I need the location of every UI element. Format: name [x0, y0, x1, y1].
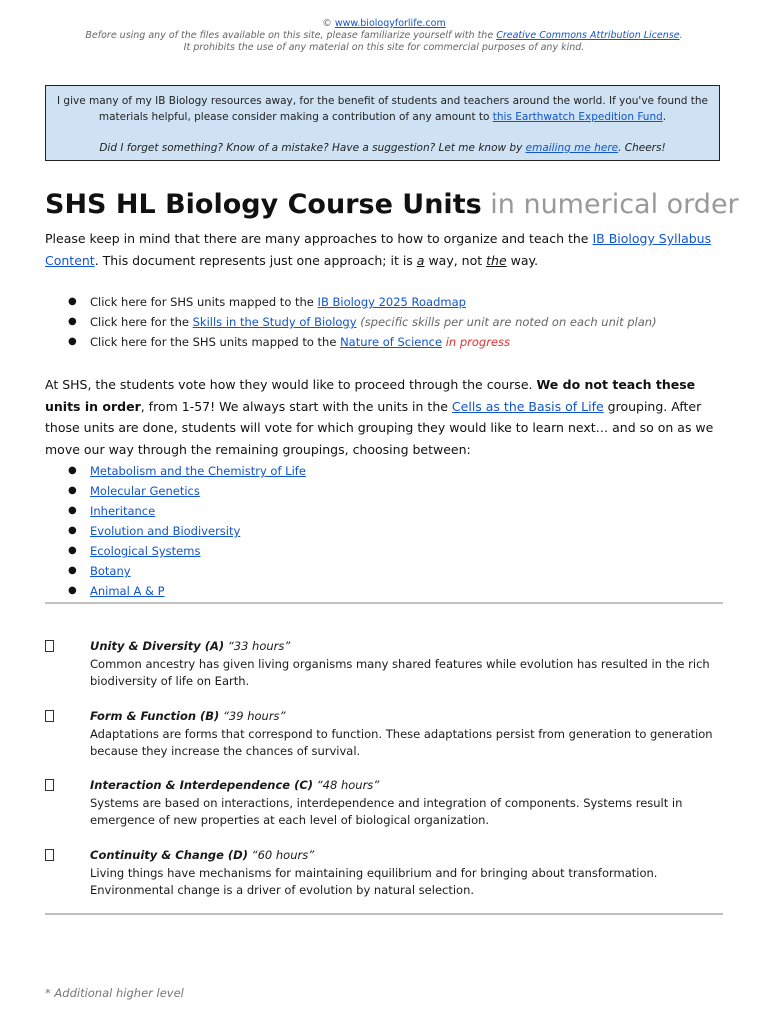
intro-text-middle: . This document represents just one approach; it is: [94, 252, 417, 268]
contribution-text: I give many of my IB Biology resources away, for the benefit of students and teachers around the world. If you've found the materials helpful, please consider making a contribution of any amount to: [56, 95, 708, 123]
theme-interaction-interdependence: [45, 777, 725, 830]
commercial-use-notice: It prohibits the use of any material on this site for commercial purposes of any kind.: [183, 42, 585, 53]
email-link[interactable]: emailing me here: [525, 142, 619, 154]
missing-glyph-icon: [45, 779, 54, 791]
resource-links-list: [70, 292, 710, 352]
voting-text-2: , from 1-57! We always start with the units in the: [140, 398, 452, 414]
intro-emphasis-the: the: [486, 252, 507, 268]
resource-item-nos: [70, 332, 710, 352]
theme-form-function: [45, 708, 725, 761]
groupings-list: [70, 461, 710, 601]
theme-hours: “39 hours”: [222, 709, 286, 723]
grouping-item: [70, 521, 710, 541]
grouping-link-molecular-genetics[interactable]: Molecular Genetics: [90, 484, 200, 498]
theme-description: Systems are based on interactions, interdependence and integration of components. Systems result in emergence of new properties at each level of biological organization.: [90, 795, 683, 827]
roadmap-link[interactable]: IB Biology 2025 Roadmap: [317, 295, 466, 309]
resource-item-skills: [70, 312, 710, 332]
section-divider: [45, 602, 723, 604]
page-title-main: SHS HL Biology Course Units: [45, 189, 482, 220]
in-progress-note: in progress: [442, 335, 511, 349]
site-link[interactable]: www.biologyforlife.com: [334, 18, 446, 29]
feedback-text-end: . Cheers!: [618, 142, 666, 154]
theme-hours: “60 hours”: [251, 848, 315, 862]
grouping-link-ecological[interactable]: Ecological Systems: [90, 544, 201, 558]
resource-item-text: Click here for SHS units mapped to the: [90, 295, 318, 309]
theme-hours: “48 hours”: [316, 778, 380, 792]
theme-description: Common ancestry has given living organisms many shared features while evolution has resulted in the rich biodiversity of life on Earth.: [90, 656, 710, 688]
missing-glyph-icon: [45, 849, 54, 861]
nature-of-science-link[interactable]: Nature of Science: [340, 335, 443, 349]
page-title: [45, 186, 739, 224]
theme-continuity-change: [45, 847, 725, 900]
theme-name: Continuity & Change (D): [90, 848, 248, 862]
grouping-item: [70, 481, 710, 501]
cells-grouping-link[interactable]: Cells as the Basis of Life: [451, 398, 604, 414]
grouping-item: [70, 561, 710, 581]
intro-text-end: way.: [506, 252, 539, 268]
grouping-item: [70, 541, 710, 561]
intro-emphasis-a: a: [416, 252, 425, 268]
license-notice-end: .: [679, 30, 683, 41]
copyright-header: [0, 18, 768, 54]
footnote: * Additional higher level: [45, 986, 184, 1000]
theme-name: Interaction & Interdependence (C): [90, 778, 314, 792]
resource-item-text: Click here for the: [90, 315, 193, 329]
theme-hours: “33 hours”: [227, 639, 291, 653]
skills-link[interactable]: Skills in the Study of Biology: [192, 315, 357, 329]
contribution-text-end: .: [662, 111, 667, 123]
grouping-link-botany[interactable]: Botany: [90, 564, 131, 578]
missing-glyph-icon: [45, 710, 54, 722]
voting-paragraph: [45, 374, 725, 460]
grouping-link-metabolism[interactable]: Metabolism and the Chemistry of Life: [90, 464, 306, 478]
theme-name: Unity & Diversity (A): [90, 639, 225, 653]
theme-unity-diversity: [45, 638, 725, 691]
syllabus-link[interactable]: IB Biology Syllabus Content: [45, 231, 712, 268]
theme-description: Living things have mechanisms for maintaining equilibrium and for bringing about transformation. Environmental change is a driver of evolution by natural selection.: [90, 865, 658, 897]
copyright-symbol: ©: [322, 18, 335, 29]
theme-description: Adaptations are forms that correspond to function. These adaptations persist from generation to generation because they increase the chances of survival.: [90, 726, 713, 758]
voting-text-3: grouping. After those units are done, students will vote for which grouping they would like to learn next… and so on as we move our way through the remaining groupings, choosing between:: [45, 398, 714, 457]
contribution-notice-box: [45, 85, 720, 161]
voting-bold-text: We do not teach these units in order: [45, 377, 696, 414]
earthwatch-fund-link[interactable]: this Earthwatch Expedition Fund: [492, 111, 663, 123]
resource-item-text: Click here for the SHS units mapped to the: [90, 335, 341, 349]
license-link[interactable]: Creative Commons Attribution License: [496, 30, 680, 41]
grouping-link-animal[interactable]: Animal A & P: [90, 584, 165, 598]
intro-text: Please keep in mind that there are many approaches to how to organize and teach the: [45, 231, 593, 246]
theme-name: Form & Function (B): [90, 709, 220, 723]
intro-text-not: way, not: [424, 252, 487, 268]
skills-note: (specific skills per unit are noted on each unit plan): [356, 315, 657, 329]
page-title-sub: in numerical order: [481, 189, 739, 220]
intro-paragraph: [45, 228, 725, 271]
grouping-link-inheritance[interactable]: Inheritance: [90, 504, 156, 518]
grouping-item: [70, 581, 710, 601]
resource-item-roadmap: [70, 292, 710, 312]
feedback-text: Did I forget something? Know of a mistake? Have a suggestion? Let me know by: [99, 142, 526, 154]
grouping-link-evolution[interactable]: Evolution and Biodiversity: [90, 524, 241, 538]
missing-glyph-icon: [45, 640, 54, 652]
section-divider: [45, 913, 723, 915]
voting-text: At SHS, the students vote how they would like to proceed through the course.: [45, 377, 537, 392]
grouping-item: [70, 461, 710, 481]
grouping-item: [70, 501, 710, 521]
license-notice-text: Before using any of the files available on this site, please familiarize yourself with the: [85, 30, 497, 41]
